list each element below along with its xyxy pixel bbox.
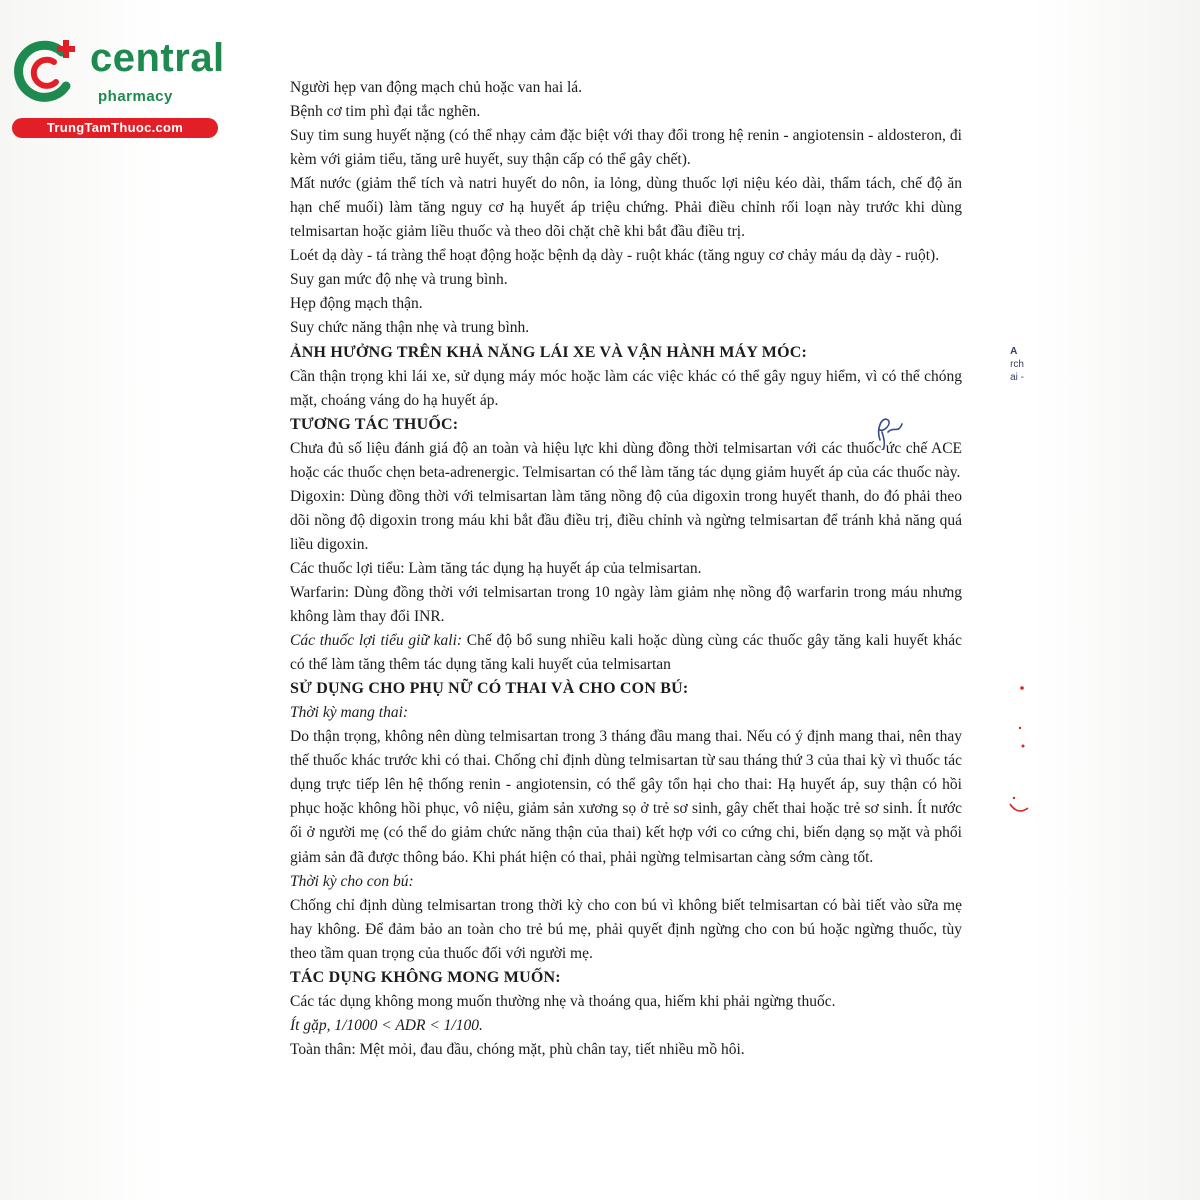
body-paragraph: Suy gan mức độ nhẹ và trung bình. (290, 271, 508, 289)
body-paragraph: Bệnh cơ tim phì đại tắc nghẽn. (290, 103, 481, 121)
body-paragraph: Các thuốc lợi tiểu: Làm tăng tác dụng hạ huyết áp của telmisartan. (290, 559, 702, 577)
body-paragraph: Mất nước (giảm thể tích và natri huyết do nôn, ỉa lỏng, dùng thuốc lợi niệu kéo dài, thẩm tách, chế độ ăn hạn chế muối) làm tăng nguy cơ hạ huyết áp triệu chứng. Phải điều chỉnh rối loạn này trước khi dùng telmisartan hoặc giảm liều thuốc và theo dõi chặt chẽ khi bắt đầu điều trị. (290, 175, 962, 241)
body-paragraph: Digoxin: Dùng đồng thời với telmisartan làm tăng nồng độ của digoxin trong huyết thanh, do đó phải theo dõi nồng độ digoxin trong máu khi bắt đầu điều trị, điều chỉnh và ngừng telmisartan để tránh khả năng quá liều digoxin. (290, 487, 962, 553)
section-heading: SỬ DỤNG CHO PHỤ NỮ CÓ THAI VÀ CHO CON BÚ: (290, 680, 689, 698)
body-paragraph: Suy chức năng thận nhẹ và trung bình. (290, 319, 530, 337)
body-paragraph: Các tác dụng không mong muốn thường nhẹ và thoáng qua, hiếm khi phải ngừng thuốc. (290, 992, 836, 1010)
section-heading: TÁC DỤNG KHÔNG MONG MUỐN: (290, 968, 561, 986)
section-heading: ẢNH HƯỞNG TRÊN KHẢ NĂNG LÁI XE VÀ VẬN HÀNH MÁY MÓC: (290, 343, 808, 361)
body-paragraph: Chưa đủ số liệu đánh giá độ an toàn và hiệu lực khi dùng đồng thời telmisartan với các thuốc ức chế ACE hoặc các thuốc chẹn beta-adrenergic. Telmisartan có thể làm tăng tác dụng giảm huyết áp của các thuốc này. (290, 439, 962, 481)
body-paragraph (290, 629, 962, 677)
subsection-label: Thời kỳ cho con bú: (290, 872, 414, 890)
red-stamp-fleck-icon (1000, 680, 1040, 830)
subsection-label: Thời kỳ mang thai: (290, 704, 409, 722)
body-paragraph: Cần thận trọng khi lái xe, sử dụng máy móc hoặc làm các việc khác có thể gây nguy hiểm, vì có thể chóng mặt, choáng váng do hạ huyết áp. (290, 367, 962, 409)
margin-mark-line: ai - (1010, 372, 1024, 383)
margin-mark-line: A (1010, 346, 1018, 357)
paragraph-text: Chế độ bổ sung nhiều kali hoặc dùng cùng các thuốc gây tăng kali huyết khác có thể làm tăng thêm tác dụng tăng kali huyết của telmisartan (290, 632, 962, 674)
central-pharmacy-logo[interactable] (10, 36, 225, 138)
body-paragraph: Toàn thân: Mệt mỏi, đau đầu, chóng mặt, phù chân tay, tiết nhiều mồ hôi. (290, 1040, 745, 1058)
body-paragraph: Chống chỉ định dùng telmisartan trong thời kỳ cho con bú vì không biết telmisartan có bài tiết vào sữa mẹ hay không. Để đảm bảo an toàn cho trẻ bú mẹ, phải quyết định ngừng cho con bú hoặc ngừng thuốc, tùy theo tầm quan trọng của thuốc đối với người mẹ. (290, 896, 962, 962)
body-paragraph: Warfarin: Dùng đồng thời với telmisartan trong 10 ngày làm giảm nhẹ nồng độ warfarin trong máu nhưng không làm thay đổi INR. (290, 583, 962, 626)
logo-subtitle: pharmacy (98, 88, 173, 105)
body-paragraph: Hẹp động mạch thận. (290, 295, 423, 313)
body-paragraph: Suy tim sung huyết nặng (có thể nhạy cảm đặc biệt với thay đổi trong hệ renin - angiotensin - aldosteron, đi kèm với giảm tiểu, tăng urê huyết, suy thận cấp có thể gây chết). (290, 127, 962, 169)
section-heading: TƯƠNG TÁC THUỐC: (290, 415, 459, 433)
subsection-label: Ít gặp, 1/1000 < ADR < 1/100. (290, 1016, 483, 1034)
logo-url-badge[interactable]: TrungTamThuoc.com (12, 118, 218, 138)
body-paragraph: Loét dạ dày - tá tràng thể hoạt động hoặc bệnh dạ dày - ruột khác (tăng nguy cơ chảy máu dạ dày - ruột). (290, 247, 940, 265)
document-text (290, 76, 962, 1062)
body-paragraph: Do thận trọng, không nên dùng telmisartan trong 3 tháng đầu mang thai. Nếu có ý định mang thai, nên thay thế thuốc khác trước khi có thai. Chống chỉ định dùng telmisartan từ sau tháng thứ 3 của thai kỳ vì thuốc tác dụng trực tiếp lên hệ thống renin - angiotensin, có thể gây tổn hại cho thai: Hạ huyết áp, suy thận có hồi phục hoặc không hồi phục, vô niệu, giảm sản xương sọ ở trẻ sơ sinh, gây chết thai hoặc trẻ sơ sinh. Ít nước ối ở người mẹ (có thể do giảm chức năng thận của thai) kết hợp với co cứng chi, biến dạng sọ mặt và phổi giảm sản đã được thông báo. Khi phát hiện có thai, phải ngừng telmisartan càng sớm càng tốt. (290, 728, 962, 866)
handwritten-initials-icon (868, 410, 908, 450)
inline-italic-term: Các thuốc lợi tiểu giữ kali: (290, 632, 463, 650)
body-paragraph: Người hẹp van động mạch chủ hoặc van hai lá. (290, 79, 583, 96)
logo-name: central (90, 36, 225, 80)
pharmacy-cross-logo-icon (10, 38, 80, 106)
margin-stamp-fragment (1010, 345, 1024, 384)
margin-mark-line: rch (1010, 359, 1024, 370)
